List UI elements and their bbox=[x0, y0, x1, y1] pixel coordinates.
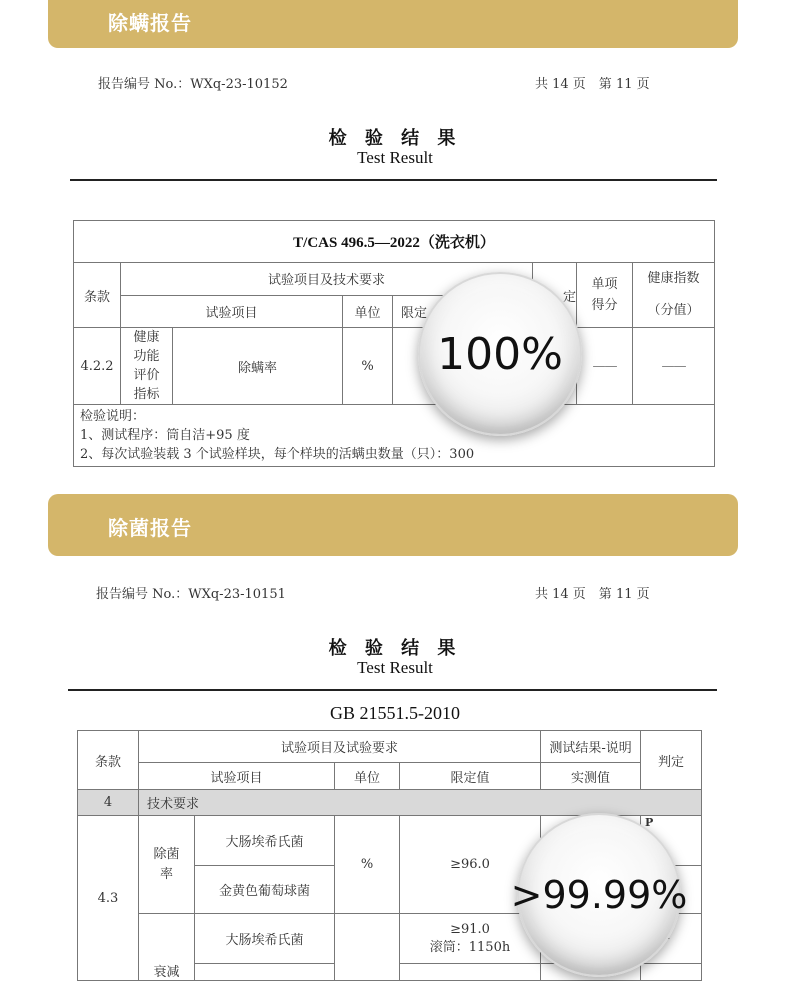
header-unit: 单位 bbox=[343, 295, 393, 328]
unit-blank bbox=[335, 914, 400, 981]
notes-title: 检验说明： bbox=[80, 409, 146, 424]
header-item: 试验项目 bbox=[139, 763, 335, 790]
header-result-partial: 定 bbox=[533, 263, 577, 328]
header-unit: 单位 bbox=[335, 763, 400, 790]
header-limit: 限定 bbox=[393, 295, 533, 328]
banner-title: 除菌报告 bbox=[108, 516, 192, 540]
limit-attenuation bbox=[400, 914, 541, 964]
row-item: 除螨率 bbox=[173, 328, 343, 405]
limit-attenuation-value: ≥91.0 bbox=[450, 921, 490, 937]
header-item-requirements: 试验项目及技术要求 bbox=[121, 263, 533, 296]
note-1: 1、测试程序：筒自洁+95 度 bbox=[80, 428, 250, 443]
bacteria-ecoli: 大肠埃希氏菌 bbox=[195, 816, 335, 866]
header-clause: 条款 bbox=[74, 263, 121, 328]
header-item: 试验项目 bbox=[121, 295, 343, 328]
result-title-en: Test Result bbox=[357, 148, 433, 167]
bacteria-ecoli-2: 大肠埃希氏菌 bbox=[195, 914, 335, 964]
test-notes bbox=[74, 405, 715, 467]
header-measured: 实测值 bbox=[541, 763, 641, 790]
header-clause: 条款 bbox=[78, 731, 139, 790]
group-attenuation: 衰减 bbox=[139, 914, 195, 981]
magnifier-value: 100% bbox=[437, 328, 563, 380]
header-score-label: （分值） bbox=[647, 303, 700, 318]
result-title-cn: 检 验 结 果 bbox=[328, 128, 462, 149]
mite-result-table bbox=[73, 220, 715, 467]
report-number: 报告编号 No.：WXq-23-10151 bbox=[96, 587, 286, 602]
clause-4-3: 4.3 bbox=[78, 816, 139, 981]
page-info: 共 14 页 第 11 页 bbox=[535, 77, 650, 92]
limit-attenuation-time: 滚筒：1150h bbox=[429, 939, 511, 955]
magnifier-badge bbox=[510, 813, 688, 977]
unit-percent: % bbox=[335, 816, 400, 914]
result-title-cn: 检 验 结 果 bbox=[328, 638, 462, 659]
standard-title: T/CAS 496.5—2022（洗衣机） bbox=[74, 221, 715, 263]
title-divider bbox=[70, 179, 717, 181]
header-limit: 限定值 bbox=[400, 763, 541, 790]
note-2: 2、每次试验装载 3 个试验样块，每个样块的活螨虫数量（只）：300 bbox=[80, 447, 475, 462]
title-divider bbox=[68, 689, 717, 691]
row-health-index: —— bbox=[633, 328, 715, 405]
header-item-requirements: 试验项目及试验要求 bbox=[139, 731, 541, 763]
header-judge: 判定 bbox=[641, 731, 702, 790]
sterilization-banner bbox=[48, 494, 738, 556]
header-single-score: 单项 得分 bbox=[577, 263, 633, 328]
section-name: 技术要求 bbox=[139, 790, 702, 816]
row-clause: 4.2.2 bbox=[74, 328, 121, 405]
banner-title: 除螨报告 bbox=[108, 11, 192, 35]
standard-title: GB 21551.5-2010 bbox=[330, 703, 460, 723]
group-removal-rate: 除菌 率 bbox=[139, 816, 195, 914]
limit-removal: ≥96.0 bbox=[400, 816, 541, 914]
header-health-index bbox=[633, 263, 715, 328]
magnifier-value: >99.99% bbox=[510, 873, 688, 917]
row-unit: % bbox=[343, 328, 393, 405]
judge-ecoli: P bbox=[641, 816, 702, 866]
limit-blank bbox=[400, 964, 541, 981]
row-single-score: —— bbox=[577, 328, 633, 405]
header-health-index-label: 健康指数 bbox=[647, 271, 700, 286]
row-category: 健康 功能 评价 指标 bbox=[121, 328, 173, 405]
bacteria-blank bbox=[195, 964, 335, 981]
magnifier-badge bbox=[418, 272, 582, 436]
judge-blank bbox=[641, 964, 702, 981]
bacteria-staph: 金黄色葡萄球菌 bbox=[195, 866, 335, 914]
report-number: 报告编号 No.：WXq-23-10152 bbox=[98, 77, 288, 92]
page-info: 共 14 页 第 11 页 bbox=[535, 587, 650, 602]
header-result-desc: 测试结果-说明 bbox=[541, 731, 641, 763]
section-number: 4 bbox=[78, 790, 139, 816]
mite-removal-banner bbox=[48, 0, 738, 48]
result-title-en: Test Result bbox=[357, 658, 433, 677]
